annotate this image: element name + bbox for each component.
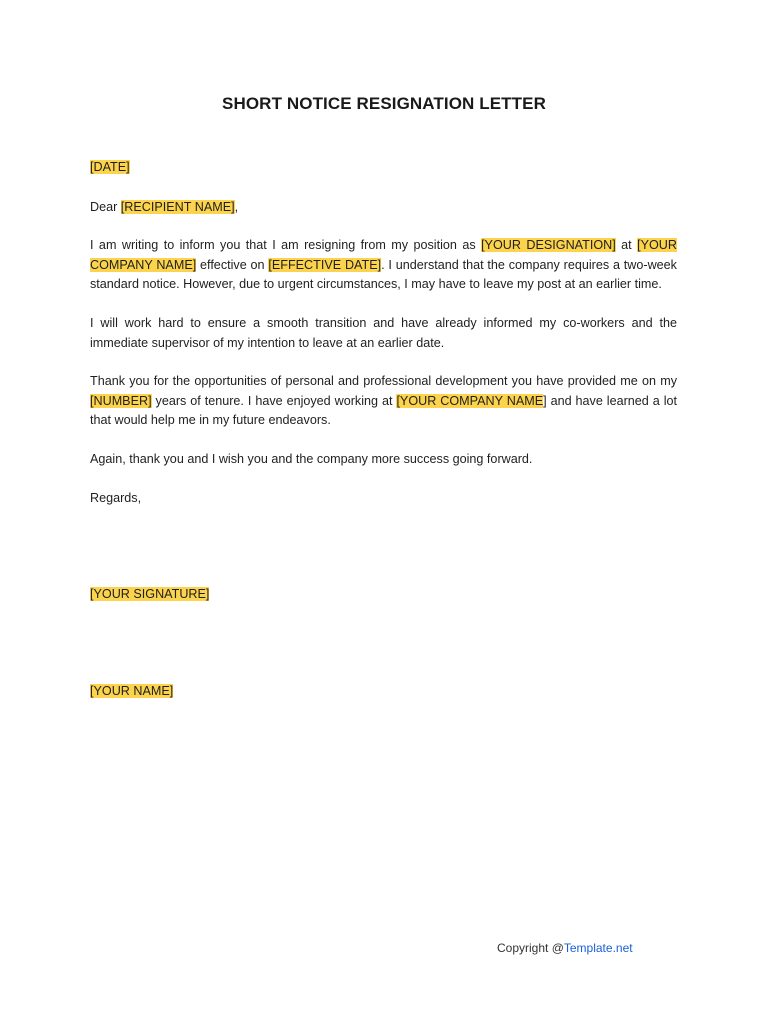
effective-date-placeholder: [EFFECTIVE DATE] (268, 257, 382, 272)
date-line (90, 158, 677, 178)
company-placeholder: [YOUR COMPANY NAME] (90, 238, 677, 272)
p3-text-3: ] and have learned a lot that would help me in my future endeavors. (90, 393, 677, 427)
salutation (90, 198, 677, 218)
p1-text-2: at (615, 238, 638, 252)
p1-text-3: effective on (196, 257, 269, 272)
copyright-footer (497, 941, 633, 955)
number-placeholder: [NUMBER] (90, 393, 152, 408)
company-placeholder-2: [YOUR COMPANY NAME (396, 393, 544, 408)
designation-placeholder: [YOUR DESIGNATION] (481, 238, 616, 252)
closing: Regards, (90, 491, 142, 505)
signature-line (90, 585, 677, 605)
template-link[interactable]: Template.net (563, 941, 633, 955)
copyright-prefix: Copyright @ (497, 941, 564, 955)
name-placeholder: [YOUR NAME] (90, 684, 174, 698)
salutation-prefix: Dear (90, 200, 121, 214)
p3-text-1: Thank you for the opportunities of personal and professional development you have provided me on my (90, 374, 677, 388)
date-placeholder: [DATE] (90, 160, 130, 174)
paragraph-4: Again, thank you and I wish you and the company more success going forward. (90, 452, 533, 466)
name-line (90, 682, 677, 702)
p1-text-1: I am writing to inform you that I am resigning from my position as (90, 238, 482, 252)
salutation-suffix: , (234, 200, 239, 214)
paragraph-2: I will work hard to ensure a smooth transition and have already informed my co-workers and the immediate supervisor of my intention to leave at an earlier date. (90, 316, 677, 350)
paragraph-1 (90, 236, 677, 295)
recipient-placeholder: [RECIPIENT NAME] (120, 200, 235, 214)
signature-placeholder: [YOUR SIGNATURE] (90, 587, 210, 601)
p1-text-4: . I understand that the company requires a two-week standard notice. However, due to urgent circumstances, I may have to leave my post at an earlier time. (90, 257, 677, 291)
document-title: SHORT NOTICE RESIGNATION LETTER (222, 94, 546, 113)
paragraph-3 (90, 372, 677, 431)
p3-text-2: years of tenure. I have enjoyed working at (151, 393, 397, 408)
